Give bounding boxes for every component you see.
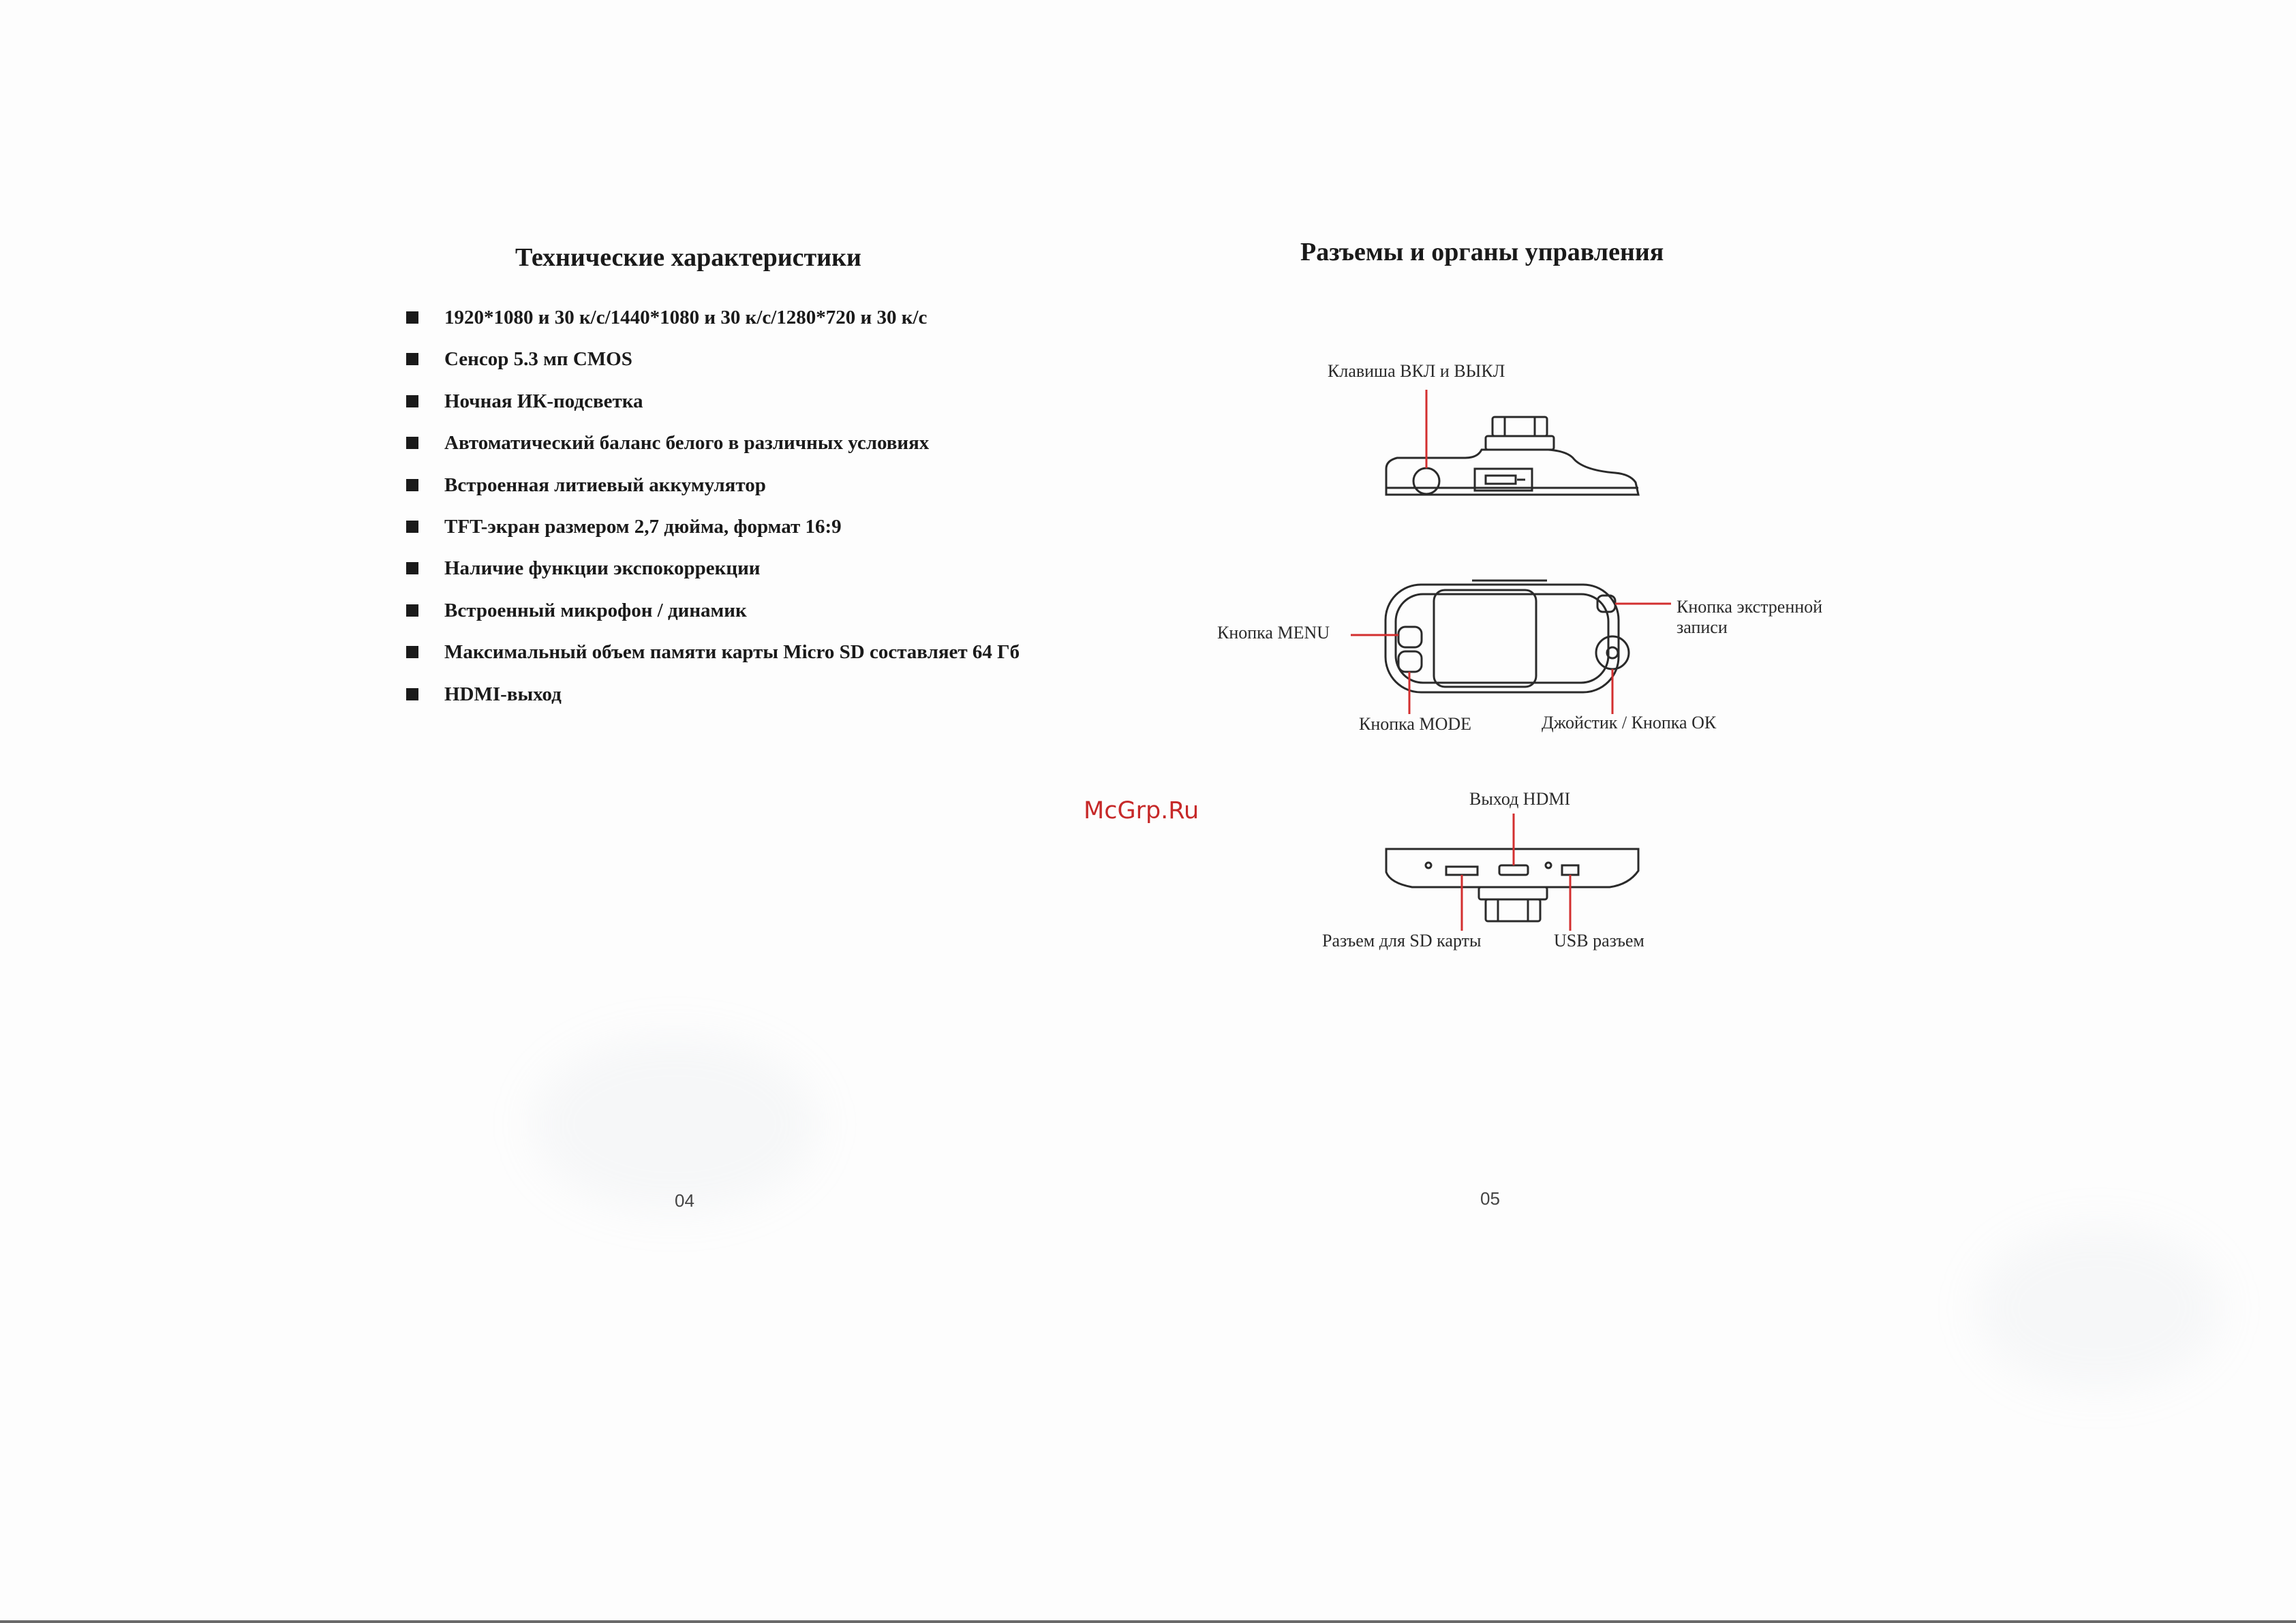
lcd-screen [1434, 590, 1536, 687]
label-power-key: Клавиша ВКЛ и ВЫКЛ [1328, 361, 1505, 381]
camera-rear-view [1386, 581, 1629, 692]
label-emergency-button-line2: записи [1677, 617, 1728, 637]
page-number-left: 04 [675, 1190, 694, 1211]
spec-text: Сенсор 5.3 мп CMOS [444, 348, 632, 371]
spec-text: HDMI-выход [444, 683, 562, 705]
label-mode-button: Кнопка MODE [1359, 714, 1472, 734]
label-usb-port: USB разъем [1554, 931, 1644, 950]
label-hdmi-out: Выход HDMI [1469, 789, 1571, 809]
power-button-icon [1413, 468, 1439, 494]
sd-slot-icon [1446, 867, 1478, 875]
label-menu-button: Кнопка MENU [1217, 623, 1330, 643]
spec-text: Максимальный объем памяти карты Micro SD составляет 64 Гб [444, 641, 1020, 664]
spec-text: Автоматический баланс белого в различных условиях [444, 432, 930, 454]
scan-edge [0, 1620, 2296, 1623]
spec-text: Ночная ИК-подсветка [444, 390, 643, 412]
spec-text: Встроенный микрофон / динамик [444, 599, 747, 621]
camera-top-view [1386, 417, 1638, 495]
spec-text: Встроенная литиевый аккумулятор [444, 474, 766, 496]
spec-text: 1920*1080 и 30 к/с/1440*1080 и 30 к/с/1280*720 и 30 к/с [444, 307, 928, 328]
joystick-icon [1596, 636, 1629, 669]
camera-bottom-view [1386, 849, 1638, 921]
page-title-controls: Разъемы и органы управления [1300, 238, 1664, 266]
page-title-specs: Технические характеристики [515, 243, 861, 272]
spec-text: Наличие функции экспокоррекции [444, 557, 761, 580]
mode-button-icon [1398, 651, 1422, 672]
label-emergency-button: Кнопка экстренной [1677, 597, 1823, 617]
usb-port-icon [1562, 865, 1578, 875]
spec-text: TFT-экран размером 2,7 дюйма, формат 16:9 [444, 515, 842, 538]
menu-button-icon [1398, 627, 1422, 647]
label-joystick: Джойстик / Кнопка ОК [1542, 713, 1717, 732]
hdmi-port-icon [1499, 865, 1528, 875]
watermark-link[interactable]: McGrp.Ru [1084, 797, 1199, 824]
label-sd-slot: Разъем для SD карты [1322, 931, 1482, 950]
page-number-right: 05 [1480, 1188, 1500, 1209]
